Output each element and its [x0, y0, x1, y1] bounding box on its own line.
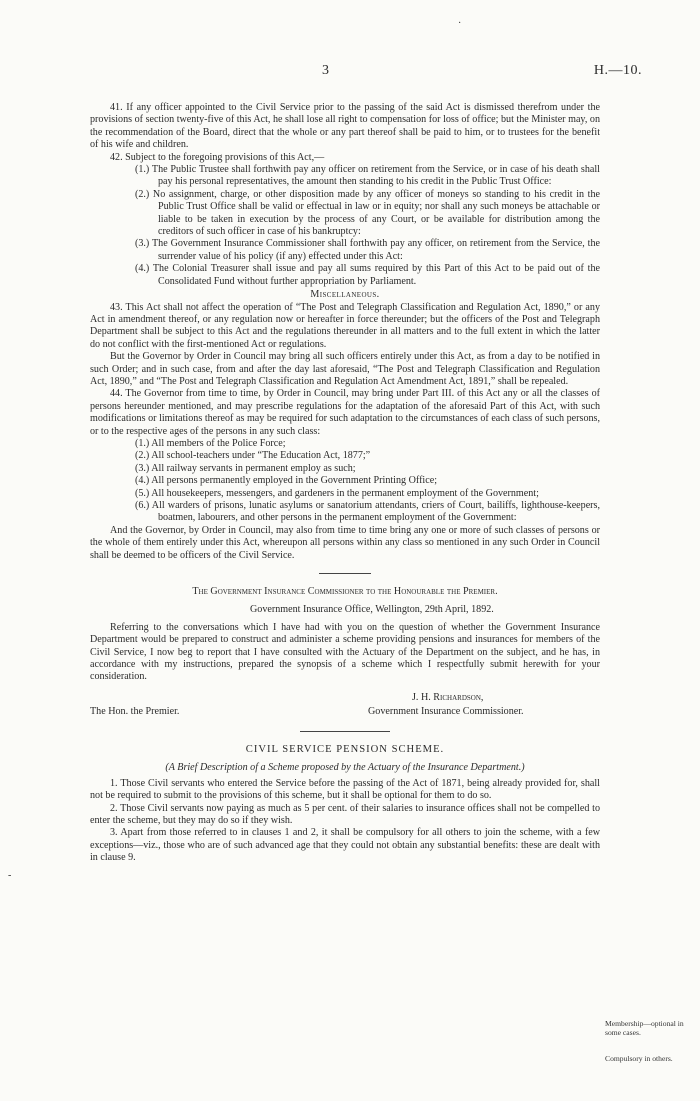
section-44-clause: (5.) All housekeepers, messengers, and gardeners in the permanent employment of the Government;	[135, 487, 539, 499]
letter-title: The Government Insurance Commissioner to the Honourable the Premier.	[192, 586, 498, 598]
page-number: 3	[322, 63, 329, 78]
section-divider	[319, 573, 371, 574]
section-42-clause: (1.) The Public Trustee shall forthwith pay any officer on retirement from the Service, or in case of his death shall pay his personal representatives, the amount then standing to his credit in the Public Trust Office:	[135, 164, 600, 188]
section-43-continued: But the Governor by Order in Council may bring all such officers entirely under this Act, as from a day to be notified in such Order; and in such case, from and after the day last aforesaid, “The Post and Telegraph Classification and Regulation Act, 1890,” and “The Post and Telegraph Classification and Regulation Act Amendment Act, 1891,” shall be repealed.	[90, 351, 600, 387]
letter-addressee: The Hon. the Premier.	[90, 705, 180, 717]
section-42-clause: (4.) The Colonial Treasurer shall issue and pay all sums required by this Part of this Act to be paid out of the Consolidated Fund without further appropriation by Parliament.	[135, 263, 600, 287]
document-reference: H.—10.	[593, 63, 642, 78]
section-41: 41. If any officer appointed to the Civil Service prior to the passing of the said Act is dismissed therefrom under the provisions of section twenty-five of this Act, he shall lose all right to compensation for loss of office; but the Minister may, on the recommendation of the Board, direct that the whole or any part thereof shall be paid to him, or to trustees for the benefit of his wife and children.	[90, 102, 600, 151]
section-42-clause: (3.) The Government Insurance Commissioner shall forthwith pay any officer, on retirement from the Service, the surrender value of his policy (if any) effected under this Act:	[135, 238, 600, 262]
signatory-title: Government Insurance Commissioner.	[368, 705, 524, 717]
section-44-closing: And the Governor, by Order in Council, may also from time to time bring any one or more of such classes of persons or the whole of them entirely under this Act, whereupon all persons within any class so mentioned in any such Order in Council shall be deemed to be officers of the Civil Service.	[90, 524, 600, 561]
section-42-intro: 42. Subject to the foregoing provisions of this Act,—	[110, 151, 325, 163]
document-body	[90, 102, 600, 865]
section-44-clause: (3.) All railway servants in permanent employ as such;	[135, 462, 356, 474]
scheme-title: CIVIL SERVICE PENSION SCHEME.	[245, 743, 445, 755]
section-44-clause: (4.) All persons permanently employed in the Government Printing Office;	[135, 475, 437, 487]
signatory-name: J. H. Richardson,	[412, 691, 484, 703]
scheme-paragraph: 1. Those Civil servants who entered the Service before the passing of the Act of 1871, being already provided for, shall not be required to submit to the provisions of this scheme, but it shall be optional for them to do so.	[90, 777, 600, 802]
miscellaneous-heading: Miscellaneous.	[310, 289, 380, 301]
letter-address: Government Insurance Office, Wellington, 29th April, 1892.	[250, 604, 494, 616]
section-44-clause: (6.) All warders of prisons, lunatic asylums or sanatorium attendants, criers of Court, bailiffs, lighthouse-keepers, boatmen, labourers, and other persons in the permanent employment of the Government:	[135, 500, 600, 524]
margin-note-compulsory: Compulsory in others.	[605, 1054, 673, 1063]
section-44-clause: (1.) All members of the Police Force;	[135, 437, 286, 449]
section-43: 43. This Act shall not affect the operation of “The Post and Telegraph Classification and Regulation Act, 1890,” or any Act in amendment thereof, or any regulation now or hereafter in force thereunder; but the officers of the Post and Telegraph Department shall be subject to this Act and the regulations thereunder in all matters and to the full extent in which the latter do not conflict with the first-mentioned Act or regulations.	[90, 301, 600, 350]
speck-mark: ·	[458, 18, 462, 29]
section-44-intro: 44. The Governor from time to time, by Order in Council, may bring under Part III. of this Act any or all the classes of persons hereunder mentioned, and may prescribe regulations for the adaptation of the aforesaid Part of this Act, with such modifications or limitations thereof as may be required for such adaptation to the circumstances of each class of such persons, or to the respective ages of the persons in any such class:	[90, 388, 600, 437]
page-header	[0, 63, 700, 83]
letter-signature-block	[90, 692, 600, 720]
margin-speck: -	[8, 870, 12, 881]
margin-note-membership: Membership—optional in some cases.	[605, 1019, 684, 1037]
section-42-clause: (2.) No assignment, charge, or other disposition made by any officer of moneys so standing to his credit in the Public Trust Office shall be valid or effectual in law or in equity; nor shall any such moneys be attachable or liable to be taken in execution by the process of any Court, or be available for distribution among the creditors of such officer in case of his bankruptcy:	[135, 188, 600, 238]
scheme-subtitle: (A Brief Description of a Scheme proposed by the Actuary of the Insurance Department.)	[165, 762, 525, 774]
letter-body: Referring to the conversations which I have had with you on the question of whether the Government Insurance Department would be prepared to construct and administer a scheme providing pensions and insurances for members of the Civil Service, I now beg to report that I have consulted with the Actuary of the Department on the subject, and he has, in accordance with my instructions, prepared the synopsis of a scheme which I respectfully submit herewith for your consideration.	[90, 621, 600, 683]
section-divider	[300, 731, 390, 732]
scheme-paragraph: 3. Apart from those referred to in clauses 1 and 2, it shall be compulsory for all others to join the scheme, with a few exceptions—viz., those who are of such advanced age that they could not obtain any substantial benefits: these are dealt with in clause 9.	[90, 827, 600, 864]
scheme-paragraph: 2. Those Civil servants now paying as much as 5 per cent. of their salaries to insurance offices shall not be compelled to enter the scheme, but they may do so if they wish.	[90, 802, 600, 826]
section-44-clause: (2.) All school-teachers under “The Education Act, 1877;”	[135, 450, 371, 462]
